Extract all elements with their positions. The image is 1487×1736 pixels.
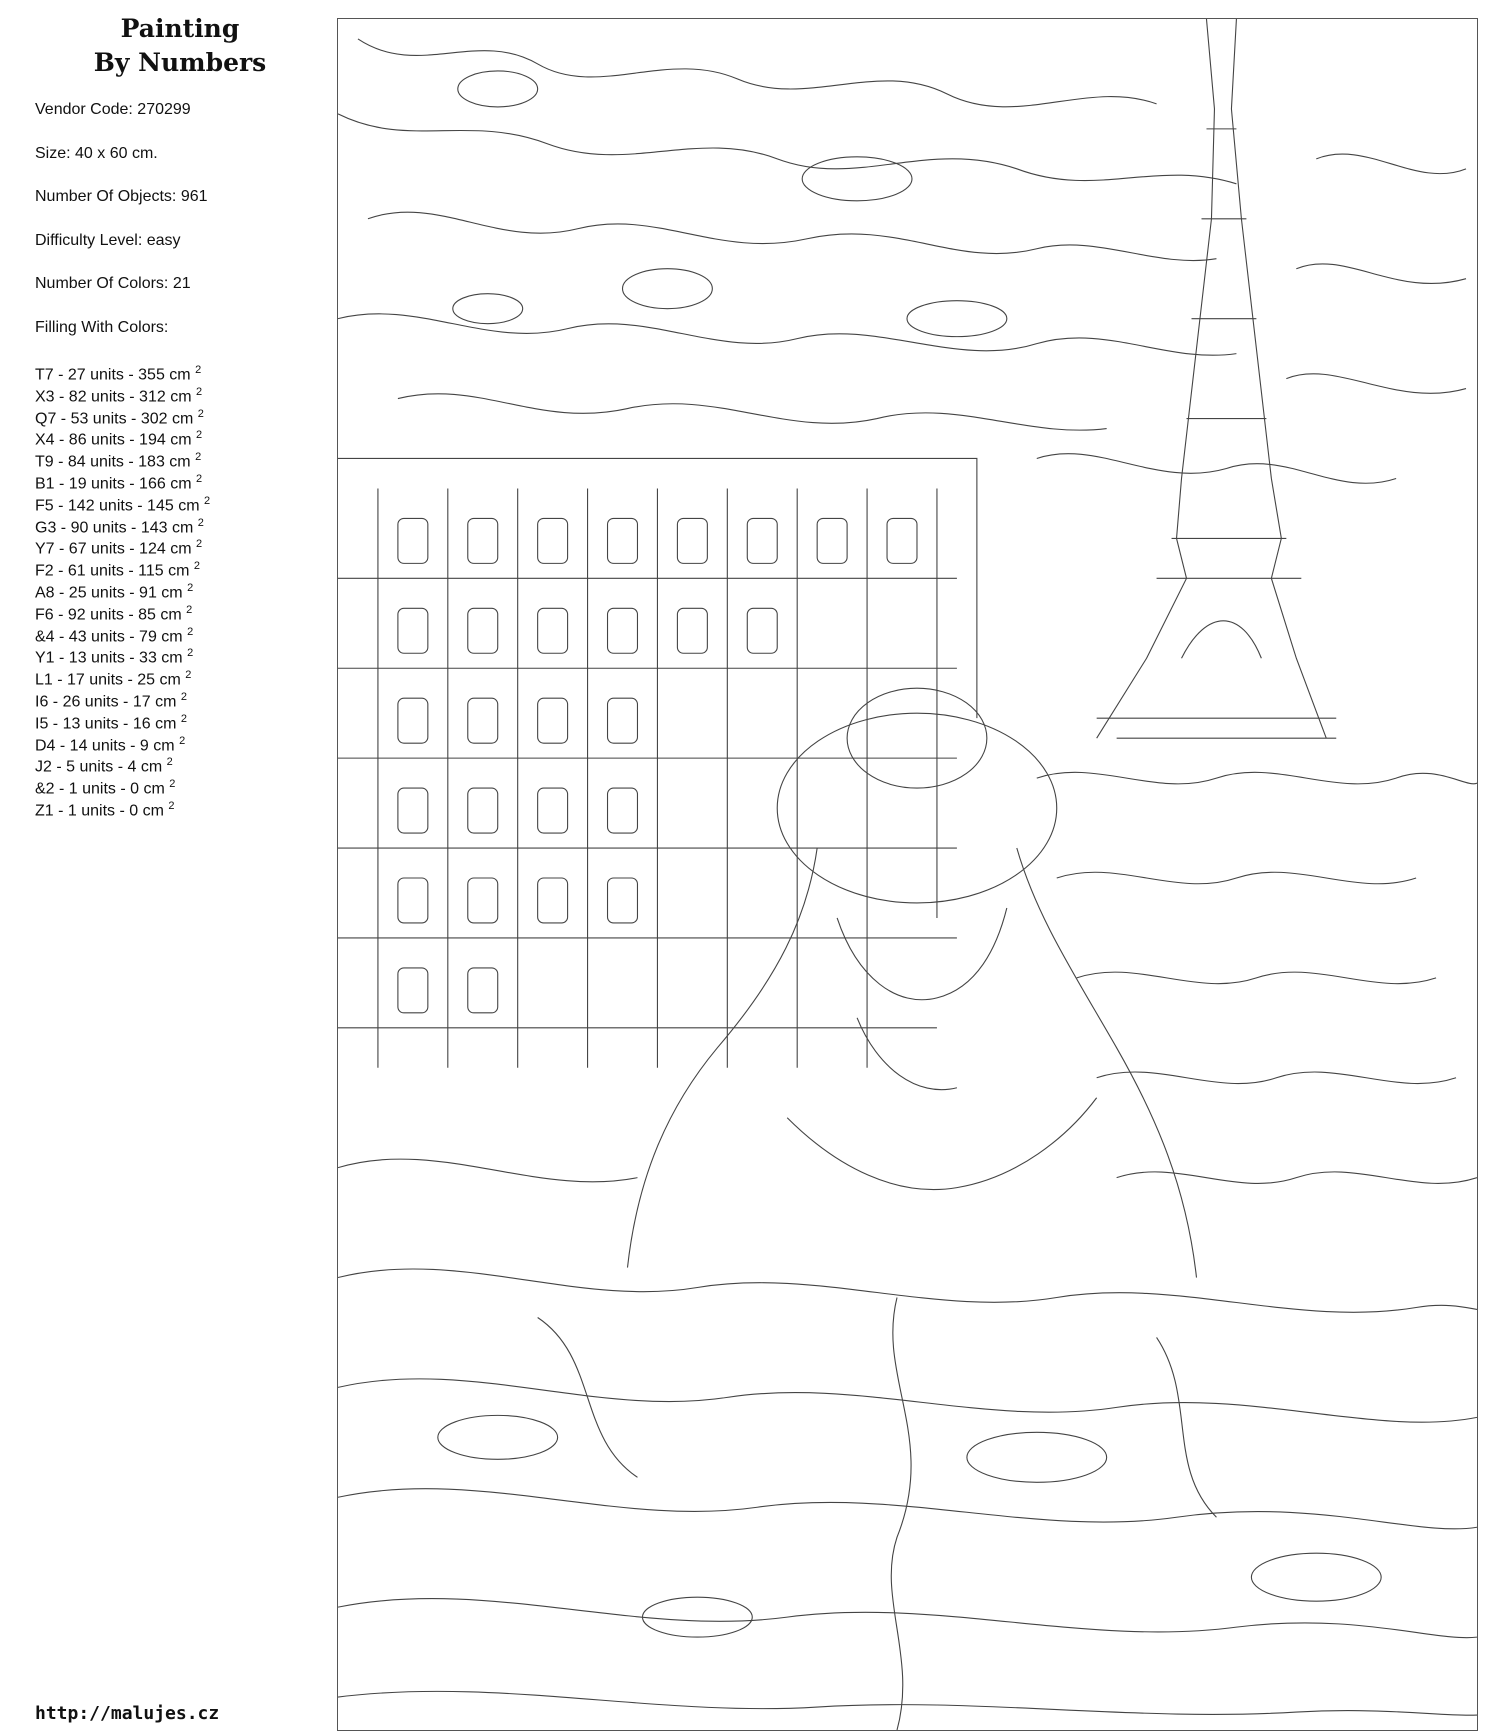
color-item: Q7 - 53 units - 302 cm $^2$ [35, 407, 204, 427]
color-item: F5 - 142 units - 145 cm $^2$ [35, 494, 211, 515]
color-item: T7 - 27 units - 355 cm $^2$ [35, 364, 202, 384]
title-line-1: Painting [120, 14, 240, 43]
color-item: &2 - 1 units - 0 cm $^2$ [35, 778, 176, 798]
color-item: Y1 - 13 units - 33 cm $^2$ [35, 647, 194, 667]
info-block [35, 100, 208, 361]
color-item: G3 - 90 units - 143 cm $^2$ [35, 516, 204, 536]
color-item: J2 - 5 units - 4 cm $^2$ [35, 756, 173, 776]
color-item: Z1 - 1 units - 0 cm $^2$ [35, 799, 175, 820]
color-item: &4 - 43 units - 79 cm $^2$ [35, 625, 194, 645]
difficulty-level: Difficulty Level: easy [35, 231, 181, 249]
objects-count: Number Of Objects: 961 [35, 188, 208, 205]
website-url[interactable]: http://malujes.cz [35, 1703, 220, 1724]
color-item: I5 - 13 units - 16 cm $^2$ [35, 712, 187, 733]
coloring-canvas [337, 18, 1478, 1731]
canvas-size: Size: 40 x 60 cm. [35, 144, 158, 162]
vendor-code: Vendor Code: 270299 [35, 101, 191, 118]
color-item: X4 - 86 units - 194 cm $^2$ [35, 429, 203, 449]
color-item: I6 - 26 units - 17 cm $^2$ [35, 690, 187, 711]
color-item: A8 - 25 units - 91 cm $^2$ [35, 581, 194, 602]
line-art-image [338, 19, 1477, 1730]
color-item: L1 - 17 units - 25 cm $^2$ [35, 669, 192, 689]
page-title [90, 12, 270, 80]
info-sidebar [0, 0, 330, 1736]
colors-count: Number Of Colors: 21 [35, 275, 191, 292]
color-item: D4 - 14 units - 9 cm $^2$ [35, 734, 186, 754]
filling-heading: Filling With Colors: [35, 318, 169, 336]
color-item: X3 - 82 units - 312 cm $^2$ [35, 385, 203, 406]
color-item: B1 - 19 units - 166 cm $^2$ [35, 472, 203, 493]
title-line-2: By Numbers [93, 48, 267, 77]
color-item: T9 - 84 units - 183 cm $^2$ [35, 451, 202, 471]
color-item: F6 - 92 units - 85 cm $^2$ [35, 603, 193, 624]
color-list [35, 360, 210, 818]
color-item: F2 - 61 units - 115 cm $^2$ [35, 560, 201, 580]
color-item: Y7 - 67 units - 124 cm $^2$ [35, 538, 203, 558]
